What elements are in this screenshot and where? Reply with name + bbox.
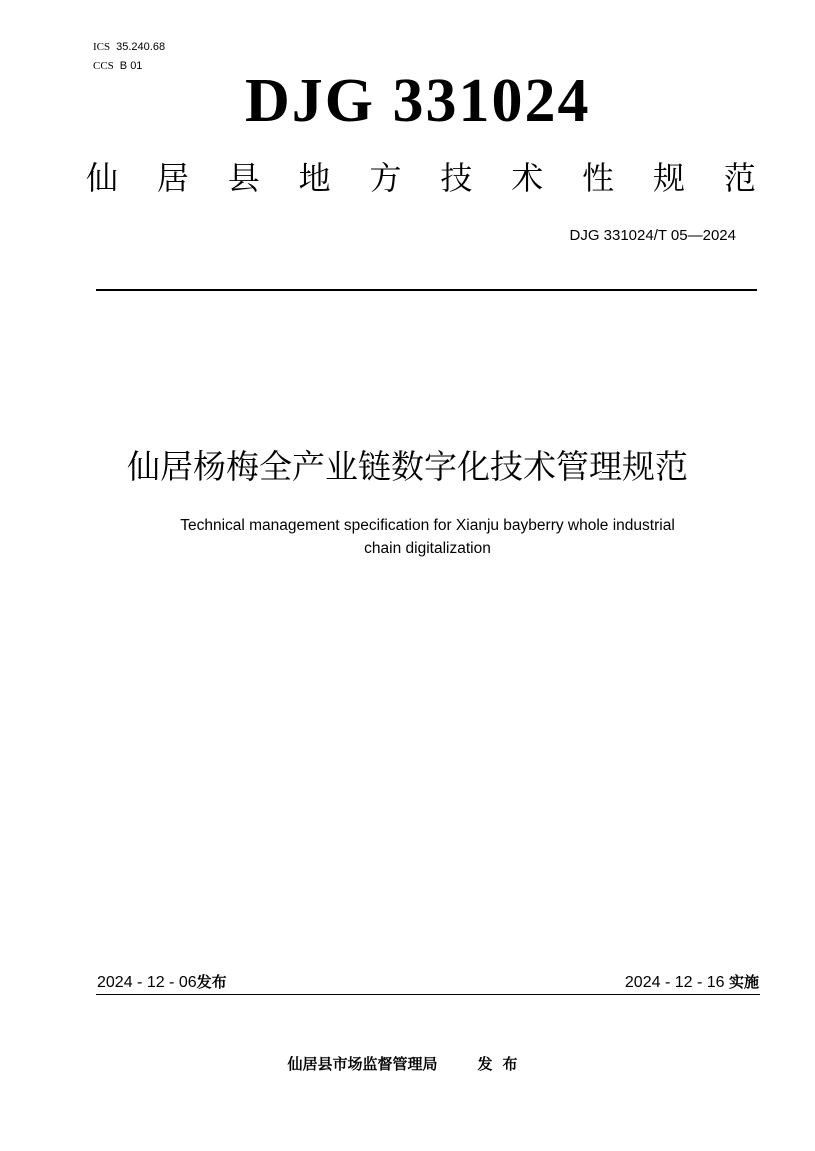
english-title-line-2: chain digitalization	[364, 540, 491, 557]
standard-type-char: 仙	[86, 159, 119, 197]
standard-type-char: 规	[653, 159, 686, 197]
issue-label: 发布	[196, 973, 227, 991]
document-title-english	[80, 514, 775, 560]
issue-date: 2024 - 12 - 06	[97, 974, 197, 991]
implement-date: 2024 - 12 - 16	[624, 974, 725, 991]
implement-date-block	[625, 971, 759, 994]
standard-type	[86, 156, 756, 200]
publish-label: 发布	[477, 1055, 528, 1073]
standard-type-char: 地	[298, 159, 331, 197]
standard-number: DJG 331024/T 05—2024	[569, 227, 736, 244]
standard-type-char: 性	[582, 159, 615, 197]
footer-divider	[96, 994, 760, 995]
ccs-value: B 01	[119, 60, 143, 72]
issue-date-block	[97, 971, 227, 994]
ccs-classification	[93, 59, 142, 73]
standard-code: DJG 331024	[245, 67, 591, 135]
header-divider	[96, 289, 757, 291]
standard-type-char: 县	[227, 159, 260, 197]
standard-type-char: 方	[369, 159, 402, 197]
standard-type-char: 范	[723, 159, 756, 197]
document-title-chinese: 仙居杨梅全产业链数字化技术管理规范	[127, 447, 688, 486]
ics-label: ICS	[93, 41, 111, 53]
standard-type-char: 术	[511, 159, 544, 197]
standard-type-char: 技	[440, 159, 473, 197]
issuing-authority	[0, 1053, 815, 1075]
ics-classification	[93, 40, 165, 54]
english-title-line-1: Technical management specification for Xianju bayberry whole industrial	[180, 517, 675, 534]
ccs-label: CCS	[93, 60, 114, 72]
issuer-name: 仙居县市场监督管理局	[287, 1055, 438, 1073]
standard-type-char: 居	[156, 159, 189, 197]
implement-label: 实施	[728, 973, 759, 991]
ics-value: 35.240.68	[116, 41, 166, 53]
